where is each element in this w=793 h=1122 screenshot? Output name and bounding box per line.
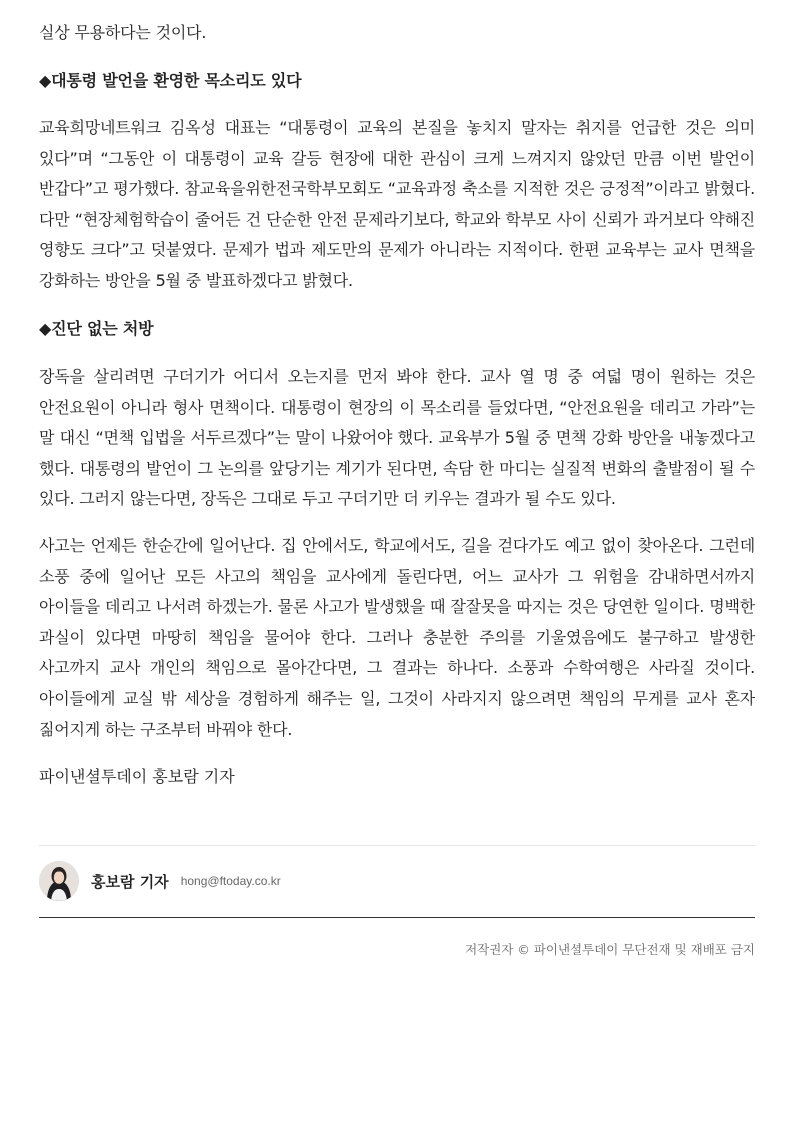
article-paragraph: 장독을 살리려면 구더기가 어디서 오는지를 먼저 봐야 한다. 교사 열 명 중 여덟 명이 원하는 것은 안전요원이 아니라 형사 면책이다. 대통령이 현장의 이 목소리를 들었다면, “안전요원을 데리고 가라”는 말 대신 “면책 입법을 서두르겠다”는 말이 나왔어야 했다. 교육부가 5월 중 면책 강화 방안을 내놓겠다고 했다. 대통령의 발언이 그 논의를 앞당기는 계기가 된다면, 속담 한 마디는 실질적 변화의 출발점이 될 수 있다. 그러지 않는다면, 장독은 그대로 두고 구더기만 더 키우는 결과가 될 수도 있다. (39, 367, 755, 509)
section-heading-reaction: ◆대통령 발언을 환영한 목소리도 있다 (39, 71, 302, 90)
divider (39, 845, 755, 846)
copyright-notice: 저작권자 © 파이낸셜투데이 무단전재 및 재배포 금지 (465, 942, 755, 957)
divider (39, 917, 755, 918)
reporter-portrait-icon (39, 861, 79, 901)
section-heading-prescription: ◆진단 없는 처방 (39, 319, 154, 338)
author-name[interactable]: 홍보람 기자 (91, 872, 169, 891)
author-card[interactable] (39, 860, 281, 902)
article-paragraph-intro: 실상 무용하다는 것이다. (39, 23, 207, 42)
author-email[interactable]: hong@ftoday.co.kr (180, 874, 281, 888)
article-paragraph: 사고는 언제든 한순간에 일어난다. 집 안에서도, 학교에서도, 길을 걷다가도 예고 없이 찾아온다. 그런데 소풍 중에 일어난 모든 사고의 책임을 교사에게 돌린다면, 어느 교사가 그 위험을 감내하면서까지 아이들을 데리고 나서려 하겠는가. 물론 사고가 발생했을 때 잘잘못을 따지는 것은 당연한 일이다. 명백한 과실이 있다면 마땅히 책임을 물어야 한다. 그러나 충분한 주의를 기울였음에도 불구하고 발생한 사고까지 교사 개인의 책임으로 몰아간다면, 그 결과는 하나다. 소풍과 수학여행은 사라질 것이다. 아이들에게 교실 밖 세상을 경험하게 해주는 일, 그것이 사라지지 않으려면 책임의 무게를 교사 혼자 짊어지게 하는 구조부터 바꿔야 한다. (39, 536, 755, 739)
article-paragraph: 교육희망네트워크 김옥성 대표는 “대통령이 교육의 본질을 놓치지 말자는 취지를 언급한 것은 의미 있다”며 “그동안 이 대통령이 교육 갈등 현장에 대한 관심이 크게 느껴지지 않았던 만큼 이번 발언이 반갑다”고 평가했다. 참교육을위한전국학부모회도 “교육과정 축소를 지적한 것은 긍정적”이라고 밝혔다. 다만 “현장체험학습이 줄어든 건 단순한 안전 문제라기보다, 학교와 학부모 사이 신뢰가 과거보다 약해진 영향도 크다”고 덧붙였다. 문제가 법과 제도만의 문제가 아니라는 지적이다. 한편 교육부는 교사 면책을 강화하는 방안을 5월 중 발표하겠다고 밝혔다. (39, 118, 756, 290)
author-avatar[interactable] (39, 861, 79, 901)
article-byline: 파이낸셜투데이 홍보람 기자 (39, 767, 235, 786)
